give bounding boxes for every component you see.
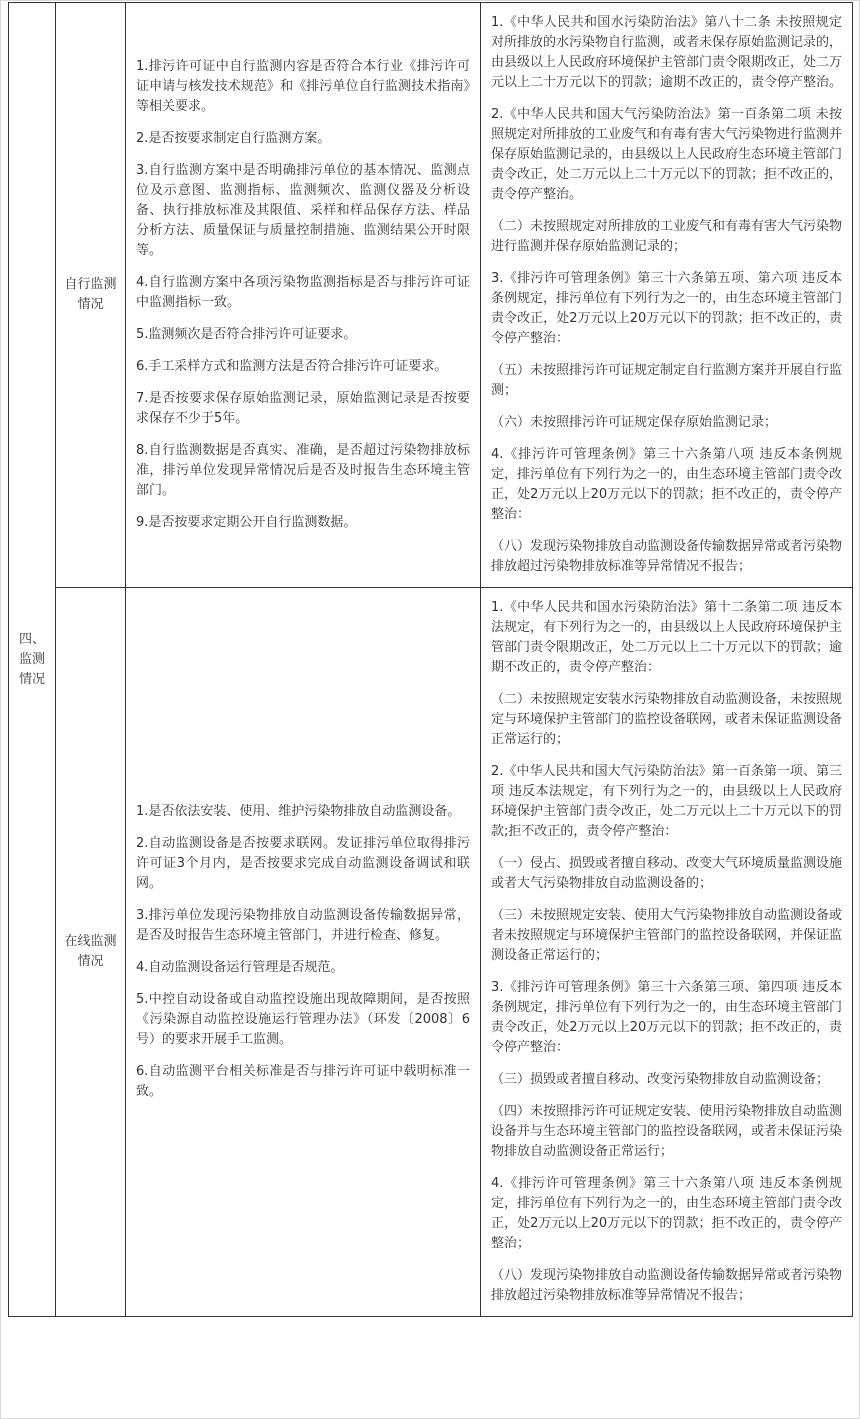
legal-basis-cell-online-monitoring	[481, 588, 853, 1317]
monitoring-inspection-table	[8, 2, 853, 1317]
row-label-cell-self-monitoring	[56, 3, 126, 588]
checklist-cell-self-monitoring	[126, 3, 481, 588]
row-label-cell-online-monitoring	[56, 588, 126, 1317]
table-row-online-monitoring	[9, 588, 853, 1317]
category-label: 四、监测情况	[18, 631, 45, 687]
legal-paragraph: 2.《中华人民共和国大气污染防治法》第一百条第二项 未按照规定对所排放的工业废气和有毒有害大气污染物进行监测并保存原始监测记录的，由县级以上人民政府生态环境主管部门责令改正，处二万元以上二十万元以下的罚款；拒不改正的，责令停产整治。	[491, 107, 843, 202]
legal-paragraph: （二）未按照规定对所排放的工业废气和有毒有害大气污染物进行监测并保存原始监测记录的；	[491, 219, 843, 254]
checklist-item: 4.自动监测设备运行管理是否规范。	[136, 960, 344, 975]
checklist-item: 2.是否按要求制定自行监测方案。	[136, 131, 331, 146]
checklist-item: 8.自行监测数据是否真实、准确，是否超过污染物排放标准，排污单位发现异常情况后是否及时报告生态环境主管部门。	[136, 443, 470, 498]
row-label-text: 自行监测情况	[64, 277, 117, 312]
checklist-item: 2.自动监测设备是否按要求联网。发证排污单位取得排污许可证3个月内，是否按要求完成自动监测设备调试和联网。	[136, 836, 470, 891]
legal-paragraph: （八）发现污染物排放自动监测设备传输数据异常或者污染物排放超过污染物排放标准等异常情况不报告；	[491, 539, 843, 574]
row-label-text: 在线监测情况	[64, 934, 117, 969]
legal-paragraph: 3.《排污许可管理条例》第三十六条第五项、第六项 违反本条例规定，排污单位有下列行为之一的，由生态环境主管部门责令改正，处2万元以上20万元以下的罚款；拒不改正的，责令停产整治：	[491, 271, 843, 346]
legal-paragraph: 1.《中华人民共和国水污染防治法》第十二条第二项 违反本法规定，有下列行为之一的，由县级以上人民政府环境保护主管部门责令限期改正，处二万元以上二十万元以下的罚款；逾期不改正的，责令停产整治：	[491, 600, 843, 675]
legal-paragraph: （二）未按照规定安装水污染物排放自动监测设备，未按照规定与环境保护主管部门的监控设备联网，或者未保证监测设备正常运行的；	[491, 692, 843, 747]
checklist-item: 9.是否按要求定期公开自行监测数据。	[136, 515, 357, 530]
legal-paragraph: 3.《排污许可管理条例》第三十六条第三项、第四项 违反本条例规定，排污单位有下列行为之一的，由生态环境主管部门责令改正，处2万元以上20万元以下的罚款；拒不改正的，责令停产整治：	[491, 980, 843, 1055]
legal-paragraph: 2.《中华人民共和国大气污染防治法》第一百条第一项、第三项 违反本法规定，有下列行为之一的，由县级以上人民政府环境保护主管部门责令改正，处二万元以上二十万元以下的罚款;拒不改正的，责令停产整治：	[491, 764, 843, 839]
legal-paragraph: （五）未按照排污许可证规定制定自行监测方案并开展自行监测；	[491, 363, 843, 398]
checklist-item: 3.排污单位发现污染物排放自动监测设备传输数据异常，是否及时报告生态环境主管部门，并进行检查、修复。	[136, 908, 470, 943]
legal-paragraph: （一）侵占、损毁或者擅自移动、改变大气环境质量监测设施或者大气污染物排放自动监测设备的；	[491, 856, 843, 891]
legal-paragraph: （六）未按照排污许可证规定保存原始监测记录；	[491, 415, 778, 430]
checklist-item: 1.是否依法安装、使用、维护污染物排放自动监测设备。	[136, 804, 461, 819]
legal-paragraph: （三）损毁或者擅自移动、改变污染物排放自动监测设备；	[491, 1072, 830, 1087]
checklist-item: 6.手工采样方式和监测方法是否符合排污许可证要求。	[136, 359, 448, 374]
table-row-self-monitoring	[9, 3, 853, 588]
legal-paragraph: 4.《排污许可管理条例》第三十六条第八项 违反本条例规定，排污单位有下列行为之一的，由生态环境主管部门责令改正，处2万元以上20万元以下的罚款；拒不改正的，责令停产整治；	[491, 1176, 843, 1251]
checklist-item: 1.排污许可证中自行监测内容是否符合本行业《排污许可证申请与核发技术规范》和《排污单位自行监测技术指南》等相关要求。	[136, 59, 470, 114]
checklist-item: 5.中控自动设备或自动监控设施出现故障期间，是否按照《污染源自动监控设施运行管理办法》（环发〔2008〕6号）的要求开展手工监测。	[136, 992, 470, 1047]
legal-paragraph: 4.《排污许可管理条例》第三十六条第八项 违反本条例规定，排污单位有下列行为之一的，由生态环境主管部门责令改正，处2万元以上20万元以下的罚款；拒不改正的，责令停产整治：	[491, 447, 843, 522]
checklist-item: 3.自行监测方案中是否明确排污单位的基本情况、监测点位及示意图、监测指标、监测频次、监测仪器及分析设备、执行排放标准及其限值、采样和样品保存方法、样品分析方法、质量保证与质量控制措施、监测结果公开时限等。	[136, 163, 470, 258]
legal-basis-cell-self-monitoring	[481, 3, 853, 588]
legal-paragraph: （四）未按照排污许可证规定安装、使用污染物排放自动监测设备并与生态环境主管部门的监控设备联网，或者未保证污染物排放自动监测设备正常运行；	[491, 1104, 843, 1159]
legal-paragraph: 1.《中华人民共和国水污染防治法》第八十二条 未按照规定对所排放的水污染物自行监测，或者未保存原始监测记录的，由县级以上人民政府环境保护主管部门责令限期改正，处二万元以上二十万元以下的罚款；逾期不改正的，责令停产整治。	[491, 15, 843, 90]
checklist-cell-online-monitoring	[126, 588, 481, 1317]
legal-paragraph: （八）发现污染物排放自动监测设备传输数据异常或者污染物排放超过污染物排放标准等异常情况不报告；	[491, 1268, 843, 1303]
checklist-item: 6.自动监测平台相关标准是否与排污许可证中载明标准一致。	[136, 1064, 470, 1099]
checklist-item: 4.自行监测方案中各项污染物监测指标是否与排污许可证中监测指标一致。	[136, 275, 470, 310]
checklist-item: 7.是否按要求保存原始监测记录，原始监测记录是否按要求保存不少于5年。	[136, 391, 470, 426]
legal-paragraph: （三）未按照规定安装、使用大气污染物排放自动监测设备或者未按照规定与环境保护主管部门的监控设备联网，并保证监测设备正常运行的；	[491, 908, 843, 963]
category-cell	[9, 3, 56, 1317]
checklist-item: 5.监测频次是否符合排污许可证要求。	[136, 327, 357, 342]
